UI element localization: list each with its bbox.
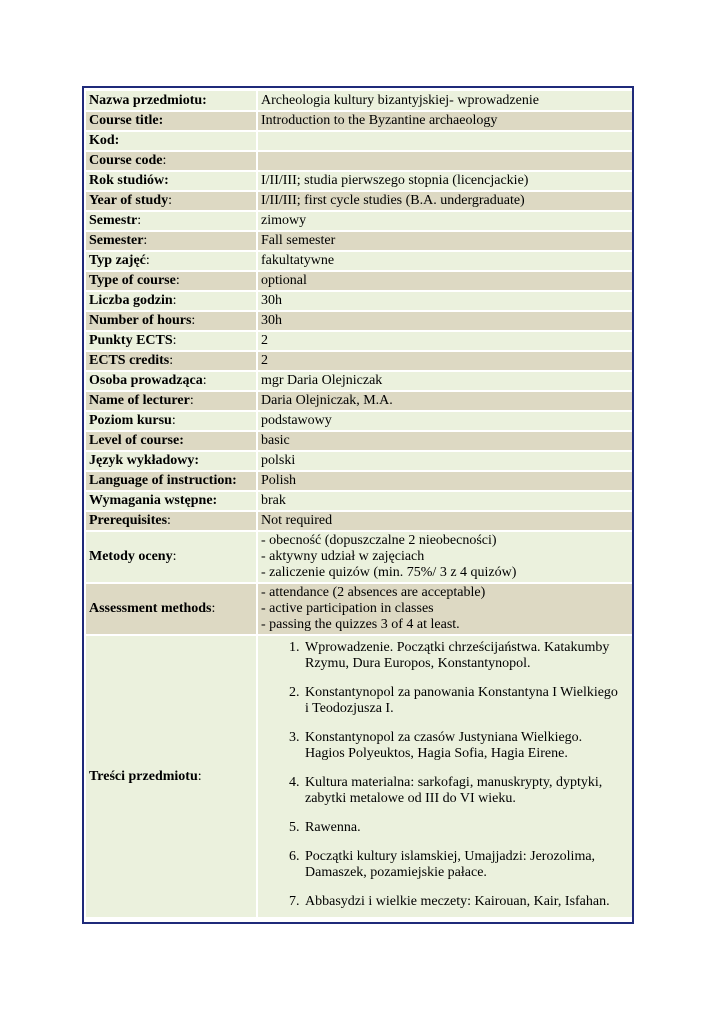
field-label-suffix: : xyxy=(172,333,177,348)
field-value: Introduction to the Byzantine archaeology xyxy=(257,111,632,131)
table-row xyxy=(86,291,632,311)
field-value: podstawowy xyxy=(257,411,632,431)
field-label-text: Język wykładowy: xyxy=(89,453,200,468)
field-label-text: Osoba prowadząca xyxy=(89,373,203,388)
topic-item: 2. Konstantynopol za panowania Konstantyna I Wielkiego i Teodozjusza I. xyxy=(303,685,621,717)
field-label-text: ECTS credits xyxy=(89,353,170,368)
field-label-suffix: : xyxy=(189,393,194,408)
table-row xyxy=(86,251,632,271)
field-label-suffix: : xyxy=(169,353,174,368)
field-label xyxy=(86,531,257,583)
table-row xyxy=(86,431,632,451)
field-label-suffix: : xyxy=(167,513,171,528)
metody-line: - zaliczenie quizów (min. 75%/ 3 z 4 quizów) xyxy=(261,565,517,580)
field-label-text: Name of lecturer xyxy=(89,393,190,408)
table-row xyxy=(86,151,632,171)
field-label-suffix: : xyxy=(143,233,148,248)
field-value: I/II/III; first cycle studies (B.A. undergraduate) xyxy=(257,191,632,211)
field-label-suffix: : xyxy=(197,768,202,784)
field-value: Not required xyxy=(257,511,632,531)
tresci-value xyxy=(257,635,632,918)
topic-item: 6. Początki kultury islamskiej, Umajjadzi: Jerozolima, Damaszek, pozamiejskie pałace. xyxy=(303,849,621,881)
table-row xyxy=(86,391,632,411)
field-label xyxy=(86,291,257,311)
topic-item: 5. Rawenna. xyxy=(303,820,621,836)
topic-item: 1. Wprowadzenie. Początki chrześcijaństwa. Katakumby Rzymu, Dura Europos, Konstantynopol. xyxy=(303,640,621,672)
field-label xyxy=(86,151,257,171)
table-row xyxy=(86,91,632,111)
field-label-suffix: : xyxy=(191,313,196,328)
field-label-text: Number of hours xyxy=(89,313,192,328)
course-info-table xyxy=(86,91,632,919)
field-value xyxy=(257,131,632,151)
field-value: basic xyxy=(257,431,632,451)
field-label-suffix: : xyxy=(202,373,207,388)
field-value: Archeologia kultury bizantyjskiej- wprowadzenie xyxy=(257,91,632,111)
field-label xyxy=(86,371,257,391)
field-label-text: Liczba godzin xyxy=(89,293,173,308)
field-label-suffix: : xyxy=(162,153,167,168)
field-value xyxy=(257,151,632,171)
field-value: optional xyxy=(257,271,632,291)
field-label-text: Nazwa przedmiotu: xyxy=(89,92,207,108)
field-label-suffix: : xyxy=(211,601,216,616)
table-row xyxy=(86,451,632,471)
table-row xyxy=(86,231,632,251)
field-label xyxy=(86,251,257,271)
field-label-text: Punkty ECTS xyxy=(89,333,173,348)
assessment-value xyxy=(257,583,632,635)
field-label-suffix: : xyxy=(172,293,177,308)
field-label xyxy=(86,211,257,231)
table-row xyxy=(86,411,632,431)
field-value: 2 xyxy=(257,331,632,351)
field-label xyxy=(86,583,257,635)
field-label-text: Type of course xyxy=(89,273,176,288)
field-value: brak xyxy=(257,491,632,511)
table-row xyxy=(86,131,632,151)
assessment-line: - attendance (2 absences are acceptable) xyxy=(261,585,486,600)
field-label-text: Year of study xyxy=(89,193,169,208)
field-label-text: Course code xyxy=(89,153,163,168)
field-label xyxy=(86,311,257,331)
field-label-text: Semester xyxy=(89,233,144,248)
field-label xyxy=(86,331,257,351)
field-label xyxy=(86,191,257,211)
metody-line: - aktywny udział w zajęciach xyxy=(261,549,425,564)
field-value: I/II/III; studia pierwszego stopnia (licencjackie) xyxy=(257,171,632,191)
field-value: 30h xyxy=(257,311,632,331)
field-label xyxy=(86,451,257,471)
table-row xyxy=(86,111,632,131)
table-row xyxy=(86,211,632,231)
table-row-tresci xyxy=(86,635,632,918)
field-label-text: Treści przedmiotu xyxy=(89,768,198,784)
table-row xyxy=(86,371,632,391)
table-row-metody xyxy=(86,531,632,583)
field-label xyxy=(86,131,257,151)
field-value: 2 xyxy=(257,351,632,371)
field-label xyxy=(86,271,257,291)
field-label xyxy=(86,491,257,511)
topic-item: 3. Konstantynopol za czasów Justyniana Wielkiego. Hagios Polyeuktos, Hagia Sofia, Hagia Eirene. xyxy=(303,730,621,762)
field-label-text: Level of course: xyxy=(89,433,184,448)
field-label-text: Typ zajęć xyxy=(89,253,146,268)
table-row xyxy=(86,351,632,371)
field-label-suffix: : xyxy=(175,273,180,288)
course-card-frame xyxy=(82,86,634,924)
field-value: 30h xyxy=(257,291,632,311)
field-label-suffix: : xyxy=(145,253,150,268)
field-label-text: Course title: xyxy=(89,113,164,128)
field-label-text: Rok studiów: xyxy=(89,173,169,188)
field-label-suffix: : xyxy=(171,413,176,428)
table-row xyxy=(86,191,632,211)
field-label-text: Metody oceny xyxy=(89,549,173,564)
metody-line: - obecność (dopuszczalne 2 nieobecności) xyxy=(261,533,497,548)
field-label-text: Prerequisites xyxy=(89,513,168,528)
field-value: Polish xyxy=(257,471,632,491)
table-row xyxy=(86,171,632,191)
table-row xyxy=(86,511,632,531)
field-label-text: Semestr xyxy=(89,213,138,228)
field-label xyxy=(86,411,257,431)
field-value: Daria Olejniczak, M.A. xyxy=(257,391,632,411)
field-label-text: Poziom kursu xyxy=(89,413,172,428)
field-label-suffix: : xyxy=(168,193,172,208)
field-value: mgr Daria Olejniczak xyxy=(257,371,632,391)
assessment-line: - passing the quizzes 3 of 4 at least. xyxy=(261,617,460,632)
table-row xyxy=(86,331,632,351)
field-label-text: Wymagania wstępne: xyxy=(89,493,218,508)
field-label xyxy=(86,231,257,251)
table-row xyxy=(86,471,632,491)
field-value: Fall semester xyxy=(257,231,632,251)
field-label xyxy=(86,171,257,191)
field-label-suffix: : xyxy=(137,213,142,228)
field-label-text: Language of instruction: xyxy=(89,473,237,488)
field-value: fakultatywne xyxy=(257,251,632,271)
topic-item: 7. Abbasydzi i wielkie meczety: Kairouan, Kair, Isfahan. xyxy=(303,894,621,910)
field-label xyxy=(86,111,257,131)
topics-list xyxy=(261,637,629,916)
field-label-suffix: : xyxy=(172,549,177,564)
metody-value xyxy=(257,531,632,583)
field-label xyxy=(86,391,257,411)
field-label xyxy=(86,91,257,111)
field-label xyxy=(86,635,257,918)
field-label xyxy=(86,471,257,491)
table-row-assessment xyxy=(86,583,632,635)
table-row xyxy=(86,271,632,291)
table-row xyxy=(86,491,632,511)
field-value: zimowy xyxy=(257,211,632,231)
field-label-text: Assessment methods xyxy=(89,601,212,616)
topic-item: 4. Kultura materialna: sarkofagi, manuskrypty, dyptyki, zabytki metalowe od III do VI wieku. xyxy=(303,775,621,807)
field-label xyxy=(86,431,257,451)
table-row xyxy=(86,311,632,331)
assessment-line: - active participation in classes xyxy=(261,601,434,616)
field-value: polski xyxy=(257,451,632,471)
field-label-text: Kod: xyxy=(89,133,120,148)
field-label xyxy=(86,351,257,371)
field-label xyxy=(86,511,257,531)
